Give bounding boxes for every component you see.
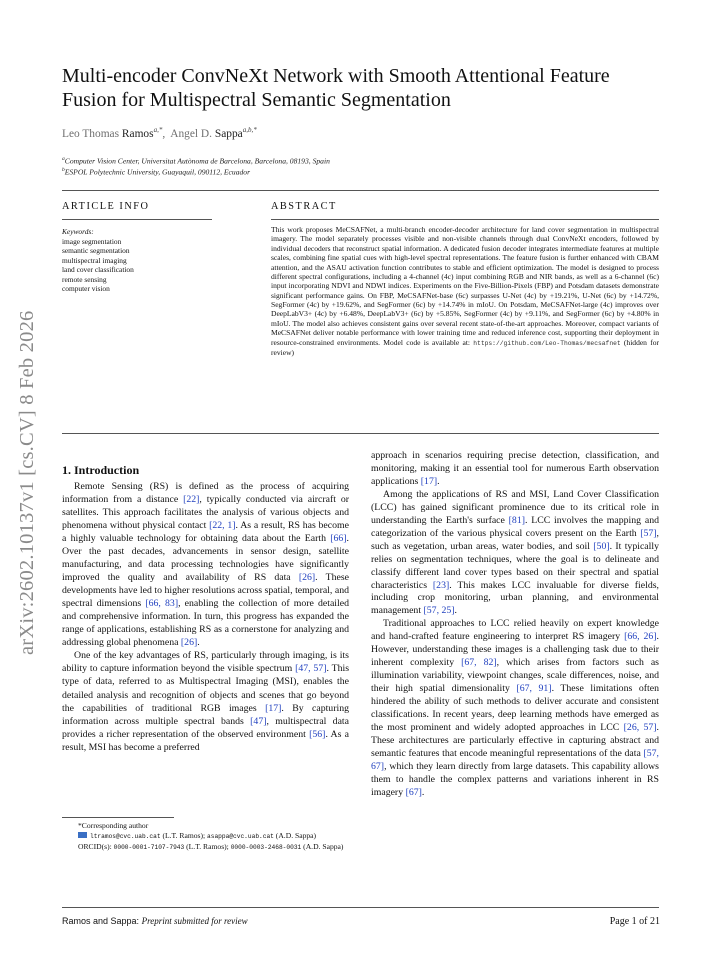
- email-line: ltramos@cvc.uab.cat (L.T. Ramos); asappa@cvc.uab.cat (A.D. Sappa): [62, 831, 352, 842]
- code-link-note: (hidden for review): [271, 337, 659, 357]
- citation-link[interactable]: [81]: [508, 514, 525, 526]
- citation-link[interactable]: [66, 83]: [145, 598, 179, 610]
- abstract-text: This work proposes MeCSAFNet, a multi-branch encoder-decoder architecture for land cover segmentation in multispectral imagery. The model separately processes visible and non-visible channels through dual ConvNeXt encoders, followed by individual decoders that reconstruct spatial information. A dedicated fusion decoder integrates intermediate features at multiple scales, combining fine spatial cues with high-level spectral representations. The feature fusion is further enhanced with CBAM attention, and the ASAU activation function contributes to stable and efficient optimization. The model is designed to process different spectral configurations, including a 4-channel (4c) input combining RGB and NIR bands, as well as a 6-channel (6c) input incorporating NDVI and NDWI indices. Experiments on the Five-Billion-Pixels (FBP) and Potsdam datasets demonstrate significant performance gains. On FBP, MeCSAFNet-base (6c) surpasses U-Net (4c) by +19.21%, U-Net (6c) by +14.72%, SegFormer (4c) by +19.62%, and SegFormer (6c) by +14.74% in mIoU. On Potsdam, MeCSAFNet-large (4c) improves over DeepLabV3+ (4c) by +6.48%, DeepLabV3+ (6c) by +5.85%, SegFormer (4c) by +9.11%, and SegFormer (6c) by +4.80% in mIoU. The model also achieves consistent gains over several recent state-of-the-art approaches. Moreover, compact variants of MeCSAFNet deliver notable performance with lower training time and reduced inference cost, supporting their deployment in resource-constrained environments. Model code is available at:: [271, 225, 659, 347]
- paragraph: Traditional approaches to LCC relied heavily on expert knowledge and hand-crafted feature engineering to interpret RS imagery [66, 26]. However, understanding these images is a challenging task due to their inherent complexity [67, 82], which arises from factors such as illumination variability, viewpoint changes, scale differences, noise, and their high spatial dimensionality [67, 91]. These limitations often hindered the ability of such methods to deliver accurate and consistent classifications. In recent years, deep learning methods have emerged as the most prominent and widely adopted approaches in LCC [26, 57]. These architectures are particularly effective in capturing abstract and semantic features that encode meaningful representations of the data [57, 67], which they learn directly from large datasets. This capability allows them to handle the complex patterns and variations inherent in RS imagery [67].: [371, 618, 659, 798]
- orcid-line: ORCID(s): 0000-0001-7107-7943 (L.T. Ramos); 0000-0003-2468-0031 (A.D. Sappa): [78, 842, 344, 851]
- paragraph: approach in scenarios requiring precise detection, classification, and monitoring, making it an essential tool for numerous Earth observation applications [17].: [371, 450, 659, 487]
- keyword-item: remote sensing: [62, 274, 107, 284]
- footer-status: Preprint submitted for review: [141, 916, 248, 926]
- citation-link[interactable]: [66, 26]: [624, 631, 657, 643]
- keywords-label: Keywords:: [62, 227, 94, 236]
- code-link[interactable]: https://github.com/Leo-Thomas/mecsafnet: [473, 339, 621, 347]
- citation-link[interactable]: [22, 1]: [209, 520, 236, 532]
- keyword-item: computer vision: [62, 284, 110, 293]
- paper-title: [62, 64, 682, 112]
- corresponding-author-note: *Corresponding author: [78, 821, 149, 830]
- right-column-body: [371, 450, 659, 800]
- citation-link[interactable]: [47, 57]: [295, 663, 327, 675]
- citation-link[interactable]: [26]: [298, 572, 316, 584]
- paragraph: One of the key advantages of RS, particularly through imaging, is its ability to capture information beyond the visible spectrum [47, 57]. This type of data, referred to as Multispectral Imaging (MSI), enables the detailed analysis and recognition of objects and scenes that go beyond the capabilities of traditional RGB images [17]. By capturing information across multiple spectral bands [47], multispectral data provides a richer representation of the observed environment [56]. As a result, MSI has become a preferred: [62, 650, 350, 753]
- keywords-block: [62, 227, 212, 294]
- paragraph: Among the applications of RS and MSI, Land Cover Classification (LCC) has gained significant prominence due to its critical role in understanding the Earth's surface [81]. LCC involves the mapping and categorization of the various physical covers present on the Earth [57], such as vegetation, urban areas, water bodies, and soil [50]. It typically relies on segmentation techniques, where the goal is to delineate and classify different land cover types based on their spectral and spatial characteristics [23]. This makes LCC invaluable for diverse fields, including crop monitoring, urban planning, and environmental management [57, 25].: [371, 488, 659, 617]
- abstract-rule: [271, 219, 659, 220]
- section-heading: 1. Introduction: [62, 463, 140, 477]
- email-1[interactable]: ltramos@cvc.uab.cat: [90, 833, 161, 840]
- running-footer: Ramos and Sappa: Preprint submitted for review: [62, 916, 248, 926]
- citation-link[interactable]: [57]: [640, 527, 657, 539]
- author-list: Leo Thomas Ramos$^{a,*}$, Angel D. Sappa$^{a,b,*}$: [62, 126, 257, 140]
- abstract-heading: ABSTRACT: [271, 201, 337, 212]
- keyword-item: semantic segmentation: [62, 246, 130, 255]
- title-line-1: Multi-encoder ConvNeXt Network with Smooth Attentional Feature: [62, 65, 610, 87]
- citation-link[interactable]: [26]: [180, 637, 198, 649]
- citation-link[interactable]: [22]: [183, 494, 200, 506]
- citation-link[interactable]: [67, 82]: [461, 657, 497, 669]
- keyword-item: land cover classification: [62, 265, 134, 274]
- right-column: [371, 450, 659, 800]
- citation-link[interactable]: [67, 91]: [516, 683, 552, 695]
- author-1-first: Leo Thomas: [62, 127, 120, 140]
- page-number: Page 1 of 21: [609, 916, 660, 927]
- citation-link[interactable]: [17]: [265, 702, 282, 714]
- footer-rule: [62, 907, 659, 908]
- citation-link[interactable]: [57, 25]: [423, 605, 455, 617]
- footnote-rule: [62, 817, 174, 818]
- header-divider: [62, 190, 659, 191]
- author-2-last: Sappa: [214, 127, 243, 140]
- affiliation-a: $^a$Computer Vision Center, Universitat Autònoma de Barcelona, Barcelona, 08193, Spain: [62, 156, 330, 166]
- abstract-divider: [62, 433, 659, 434]
- footnote: [62, 821, 352, 853]
- affiliation-b: $^b$ESPOL Polytechnic University, Guayaquil, 090112, Ecuador: [62, 167, 251, 177]
- left-column: [62, 462, 349, 754]
- orcid-1[interactable]: 0000-0001-7107-7943: [113, 844, 185, 851]
- citation-link[interactable]: [66]: [330, 533, 347, 545]
- citation-link[interactable]: [17]: [420, 475, 438, 487]
- citation-link[interactable]: [50]: [593, 540, 610, 552]
- abstract-body: [271, 225, 659, 357]
- citation-link[interactable]: [23]: [432, 579, 450, 591]
- citation-link[interactable]: [57, 67]: [371, 747, 659, 772]
- citation-link[interactable]: [26, 57]: [623, 722, 657, 734]
- email-2[interactable]: asappa@cvc.uab.cat: [207, 833, 274, 840]
- keyword-item: image segmentation: [62, 236, 122, 246]
- article-info-rule: [62, 219, 212, 220]
- citation-link[interactable]: [67]: [405, 786, 422, 798]
- citation-link[interactable]: [47]: [250, 715, 267, 727]
- citation-link[interactable]: [56]: [309, 728, 326, 740]
- paragraph: Remote Sensing (RS) is defined as the process of acquiring information from a distance [22], typically conducted via aircraft or satellites. This approach facilitates the analysis of various objects and phenomena without physical contact [22, 1]. As a result, RS has become a highly valuable technology for obtaining data about the Earth [66]. Over the past decades, advancements in sensor design, satellite manufacturing, and data processing technologies have significantly improved the quality and availability of RS data [26]. These developments have led to higher resolutions across spatial, temporal, and spectral dimensions [66, 83], enabling the collection of more detailed and comprehensive information. In turn, this progress has expanded the range of applications, establishing RS as a cornerstone for analyzing and addressing global phenomena [26].: [62, 481, 349, 649]
- orcid-2[interactable]: 0000-0003-2468-0031: [230, 844, 302, 851]
- author-1-sup: a,*: [153, 126, 163, 134]
- keyword-item: multispectral imaging: [62, 255, 127, 265]
- article-info-heading: ARTICLE INFO: [62, 201, 150, 212]
- author-2-sup: a,b,*: [242, 126, 257, 134]
- keyword-list: [62, 237, 212, 294]
- left-column-body: [62, 480, 349, 754]
- author-2-first: Angel D.: [170, 127, 213, 140]
- title-line-2: Fusion for Multispectral Semantic Segmentation: [62, 89, 451, 111]
- author-1-last: Ramos: [121, 127, 154, 140]
- envelope-icon: [78, 832, 87, 838]
